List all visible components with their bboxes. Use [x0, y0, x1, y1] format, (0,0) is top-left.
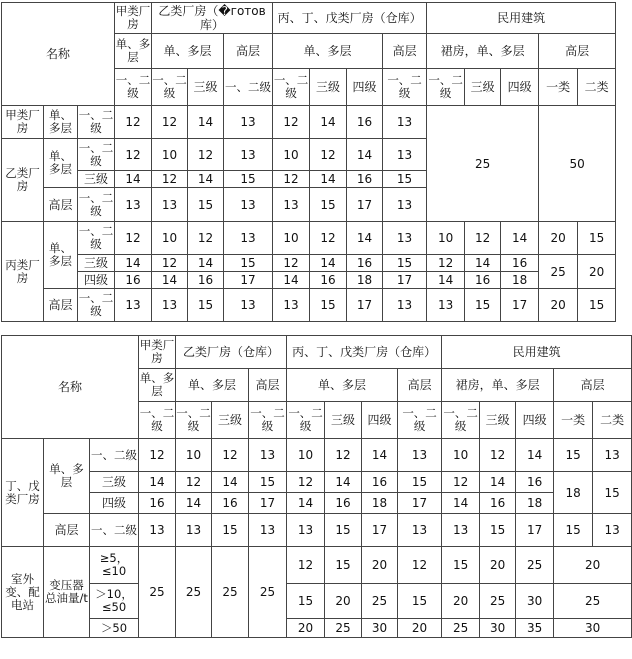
table-cell: 12 [212, 439, 249, 472]
table-cell: 12 [427, 255, 465, 272]
table-cell: 20 [287, 619, 325, 638]
table-cell: 13 [398, 514, 442, 547]
row-duo: 单、多层 [44, 439, 90, 514]
table-cell: 14 [115, 171, 152, 188]
table-cell: 13 [398, 439, 442, 472]
table-cell: 16 [516, 472, 554, 493]
yi-factory-header: 乙类厂房（�готов库） [152, 3, 273, 34]
table-cell: 17 [501, 289, 539, 322]
civil-merged-cell: 25 [427, 106, 539, 222]
civil-merged-cell: 25 [539, 255, 578, 289]
table-cell: 16 [501, 255, 539, 272]
table-cell: 14 [325, 472, 362, 493]
table-cell: 13 [176, 514, 212, 547]
table-cell: 20 [398, 619, 442, 638]
table-cell: 15 [224, 171, 273, 188]
table-cell: 13 [287, 514, 325, 547]
header-grade-12: 一、二级 [115, 69, 152, 106]
bing-factory-header: 丙、丁、戊类厂房（仓库） [287, 336, 442, 369]
table-cell: 12 [287, 472, 325, 493]
header-gao: 高层 [398, 369, 442, 402]
table-cell: 16 [347, 106, 383, 139]
table-cell: 25 [139, 547, 176, 638]
table-cell: 13 [224, 289, 273, 322]
table-cell: 12 [273, 106, 310, 139]
row-ding-wu-factory: 丁、戊类厂房 [2, 439, 44, 547]
row-grade-12: 一、二级 [78, 188, 115, 222]
table-cell: 25 [362, 584, 398, 619]
table-cell: 12 [480, 439, 516, 472]
table-cell: 13 [115, 289, 152, 322]
table-cell: 17 [347, 289, 383, 322]
row-grade-12: 一、二级 [90, 439, 139, 472]
jia-factory-header: 甲类厂房 [139, 336, 176, 369]
row-gao: 高层 [44, 188, 78, 222]
name-header: 名称 [2, 3, 115, 106]
table-cell: 12 [152, 171, 188, 188]
table-cell: 14 [480, 472, 516, 493]
table-cell: 10 [287, 439, 325, 472]
header-gao: 高层 [539, 34, 616, 69]
table-cell: 14 [212, 472, 249, 493]
table-cell: 30 [554, 619, 632, 638]
row-grade-4: 四级 [78, 272, 115, 289]
table-cell: 20 [480, 547, 516, 584]
table-cell: 15 [188, 289, 224, 322]
header-grade-12: 一、二级 [383, 69, 427, 106]
header-duo: 单、多层 [273, 34, 383, 69]
table-cell: 13 [152, 289, 188, 322]
table-cell: 17 [383, 272, 427, 289]
table-cell: 18 [362, 493, 398, 514]
table-cell: 10 [176, 439, 212, 472]
table-cell: 13 [273, 188, 310, 222]
civil-building-header: 民用建筑 [427, 3, 616, 34]
header-duo: 单、多层 [152, 34, 224, 69]
table-cell: 13 [383, 139, 427, 171]
row-grade-3: 三级 [78, 255, 115, 272]
table-cell: 15 [287, 584, 325, 619]
table-cell: 17 [398, 493, 442, 514]
row-oil-range-2: ＞10，≤50 [90, 584, 139, 619]
table-cell: 14 [310, 255, 347, 272]
table-cell: 12 [310, 139, 347, 171]
row-oil-range-1: ≥5，≤10 [90, 547, 139, 584]
table-cell: 18 [501, 272, 539, 289]
table-cell: 14 [516, 439, 554, 472]
row-grade-3: 三级 [90, 472, 139, 493]
header-grade-12: 一、二级 [287, 402, 325, 439]
row-transformer-oil: 变压器总油量/t [44, 547, 90, 638]
table-cell: 17 [347, 188, 383, 222]
row-grade-12: 一、二级 [78, 222, 115, 255]
table-cell: 17 [249, 493, 287, 514]
header-grade-3: 三级 [465, 69, 501, 106]
header-grade-12: 一、二级 [398, 402, 442, 439]
table-cell: 14 [501, 222, 539, 255]
table-cell: 10 [152, 222, 188, 255]
table-cell: 15 [554, 514, 593, 547]
table-cell: 15 [578, 222, 616, 255]
table-cell: 15 [398, 584, 442, 619]
table-cell: 14 [188, 171, 224, 188]
table-cell: 14 [139, 472, 176, 493]
table-cell: 12 [398, 547, 442, 584]
table-cell: 12 [188, 222, 224, 255]
header-class-2: 二类 [578, 69, 616, 106]
header-grade-4: 四级 [362, 402, 398, 439]
jia-factory-header: 甲类厂房 [115, 3, 152, 34]
table-cell: 14 [176, 493, 212, 514]
table-cell: 13 [593, 439, 632, 472]
row-grade-3: 三级 [78, 171, 115, 188]
table-cell: 14 [310, 106, 347, 139]
table-cell: 14 [362, 439, 398, 472]
table-cell: 13 [249, 514, 287, 547]
row-grade-12: 一、二级 [78, 139, 115, 171]
table-cell: 10 [427, 222, 465, 255]
header-grade-4: 四级 [347, 69, 383, 106]
header-grade-3: 三级 [310, 69, 347, 106]
table-cell: 12 [139, 439, 176, 472]
civil-merged-cell: 50 [539, 106, 616, 222]
table-cell: 15 [310, 289, 347, 322]
header-grade-12: 一、二级 [427, 69, 465, 106]
table-cell: 17 [224, 272, 273, 289]
table-cell: 15 [398, 472, 442, 493]
table-cell: 15 [310, 188, 347, 222]
header-gao: 高层 [554, 369, 632, 402]
header-duo: 单、多层 [287, 369, 398, 402]
table-cell: 13 [224, 222, 273, 255]
header-class-2: 二类 [593, 402, 632, 439]
table-cell: 14 [465, 255, 501, 272]
table-cell: 12 [188, 139, 224, 171]
row-jia-factory: 甲类厂房 [2, 106, 44, 139]
table-cell: 16 [115, 272, 152, 289]
table-cell: 12 [465, 222, 501, 255]
table-cell: 16 [188, 272, 224, 289]
row-oil-range-3: ＞50 [90, 619, 139, 638]
table-cell: 13 [224, 188, 273, 222]
header-grade-12: 一、二级 [152, 69, 188, 106]
table-cell: 17 [516, 514, 554, 547]
table-cell: 15 [465, 289, 501, 322]
row-yi-factory: 乙类厂房 [2, 139, 44, 222]
table-cell: 15 [554, 439, 593, 472]
table-cell: 14 [115, 255, 152, 272]
table-cell: 12 [287, 547, 325, 584]
yi-factory-header: 乙类厂房（仓库） [176, 336, 287, 369]
table-cell: 13 [224, 106, 273, 139]
table-cell: 13 [224, 139, 273, 171]
header-grade-3: 三级 [325, 402, 362, 439]
table-cell: 30 [362, 619, 398, 638]
table-cell: 30 [480, 619, 516, 638]
table-cell: 35 [516, 619, 554, 638]
table-cell: 25 [325, 619, 362, 638]
table-cell: 14 [347, 222, 383, 255]
row-grade-12: 一、二级 [78, 289, 115, 322]
table-cell: 16 [465, 272, 501, 289]
table-cell: 25 [176, 547, 212, 638]
table-cell: 15 [224, 255, 273, 272]
table-cell: 20 [539, 289, 578, 322]
table-cell: 16 [212, 493, 249, 514]
table-cell: 16 [362, 472, 398, 493]
table-cell: 16 [139, 493, 176, 514]
header-grade-12: 一、二级 [249, 402, 287, 439]
table-cell: 10 [273, 139, 310, 171]
civil-merged-cell: 18 [554, 472, 593, 514]
civil-merged-cell: 15 [593, 472, 632, 514]
table-cell: 15 [383, 255, 427, 272]
table-cell: 12 [152, 255, 188, 272]
table-cell: 25 [480, 584, 516, 619]
table-cell: 20 [325, 584, 362, 619]
header-grade-3: 三级 [212, 402, 249, 439]
table-cell: 20 [539, 222, 578, 255]
table-cell: 13 [593, 514, 632, 547]
header-grade-4: 四级 [501, 69, 539, 106]
table-cell: 25 [249, 547, 287, 638]
table-cell: 12 [115, 106, 152, 139]
header-grade-12: 一、二级 [273, 69, 310, 106]
table-cell: 20 [442, 584, 480, 619]
table-cell: 12 [115, 139, 152, 171]
header-duo: 单、多层 [115, 34, 152, 69]
header-duo: 单、多层 [139, 369, 176, 402]
table-cell: 14 [347, 139, 383, 171]
header-grade-12: 一、二级 [139, 402, 176, 439]
table-cell: 20 [362, 547, 398, 584]
header-class-1: 一类 [539, 69, 578, 106]
header-grade-12: 一、二级 [176, 402, 212, 439]
table-cell: 16 [480, 493, 516, 514]
table-cell: 12 [442, 472, 480, 493]
table-cell: 13 [427, 289, 465, 322]
table-cell: 12 [310, 222, 347, 255]
header-class-1: 一类 [554, 402, 593, 439]
table-cell: 10 [273, 222, 310, 255]
table-cell: 13 [383, 222, 427, 255]
table-cell: 16 [347, 255, 383, 272]
header-gao: 高层 [383, 34, 427, 69]
table-cell: 13 [383, 289, 427, 322]
table-cell: 15 [325, 547, 362, 584]
table-cell: 25 [516, 547, 554, 584]
table-cell: 25 [212, 547, 249, 638]
table-cell: 30 [516, 584, 554, 619]
table-cell: 12 [273, 171, 310, 188]
table-cell: 15 [383, 171, 427, 188]
table-cell: 13 [152, 188, 188, 222]
civil-merged-cell: 20 [578, 255, 616, 289]
table-cell: 16 [325, 493, 362, 514]
table-cell: 13 [139, 514, 176, 547]
row-substation: 室外变、配电站 [2, 547, 44, 638]
bing-factory-header: 丙、丁、戊类厂房（仓库） [273, 3, 427, 34]
table-cell: 14 [287, 493, 325, 514]
table-cell: 14 [273, 272, 310, 289]
row-bing-factory: 丙类厂房 [2, 222, 44, 322]
table-cell: 25 [554, 584, 632, 619]
table-cell: 13 [383, 106, 427, 139]
table-cell: 12 [115, 222, 152, 255]
header-grade-3: 三级 [480, 402, 516, 439]
table-cell: 10 [152, 139, 188, 171]
table-cell: 25 [442, 619, 480, 638]
header-gao: 高层 [224, 34, 273, 69]
header-grade-4: 四级 [516, 402, 554, 439]
table-cell: 16 [347, 171, 383, 188]
header-duo: 单、多层 [176, 369, 249, 402]
spacing-table-1 [1, 2, 616, 322]
table-cell: 14 [310, 171, 347, 188]
table-cell: 12 [325, 439, 362, 472]
spacing-table-2 [1, 335, 632, 638]
header-grade-12: 一、二级 [224, 69, 273, 106]
row-duo: 单、多层 [44, 222, 78, 289]
table-cell: 15 [442, 547, 480, 584]
table-cell: 17 [362, 514, 398, 547]
table-cell: 14 [188, 106, 224, 139]
table-cell: 15 [480, 514, 516, 547]
header-gao: 高层 [249, 369, 287, 402]
table-cell: 13 [273, 289, 310, 322]
table-cell: 15 [249, 472, 287, 493]
table-cell: 15 [578, 289, 616, 322]
row-grade-4: 四级 [90, 493, 139, 514]
table-cell: 20 [554, 547, 632, 584]
table-cell: 14 [442, 493, 480, 514]
table-cell: 13 [249, 439, 287, 472]
row-gao: 高层 [44, 289, 78, 322]
row-duo: 单、多层 [44, 106, 78, 139]
table-cell: 10 [442, 439, 480, 472]
table-cell: 18 [516, 493, 554, 514]
table-cell: 13 [442, 514, 480, 547]
civil-building-header: 民用建筑 [442, 336, 632, 369]
table-cell: 12 [176, 472, 212, 493]
header-qunfang: 裙房，单、多层 [442, 369, 554, 402]
row-grade-12: 一、二级 [78, 106, 115, 139]
table-cell: 14 [427, 272, 465, 289]
header-grade-12: 一、二级 [442, 402, 480, 439]
header-grade-3: 三级 [188, 69, 224, 106]
table-cell: 15 [188, 188, 224, 222]
table-cell: 14 [152, 272, 188, 289]
table-cell: 12 [152, 106, 188, 139]
name-header: 名称 [2, 336, 139, 439]
table-cell: 14 [188, 255, 224, 272]
row-grade-12: 一、二级 [90, 514, 139, 547]
table-cell: 13 [115, 188, 152, 222]
table-cell: 13 [383, 188, 427, 222]
table-cell: 16 [310, 272, 347, 289]
table-cell: 15 [325, 514, 362, 547]
table-cell: 12 [273, 255, 310, 272]
table-cell: 18 [347, 272, 383, 289]
row-duo: 单、多层 [44, 139, 78, 188]
row-gao: 高层 [44, 514, 90, 547]
table-cell: 15 [212, 514, 249, 547]
header-qunfang: 裙房，单、多层 [427, 34, 539, 69]
